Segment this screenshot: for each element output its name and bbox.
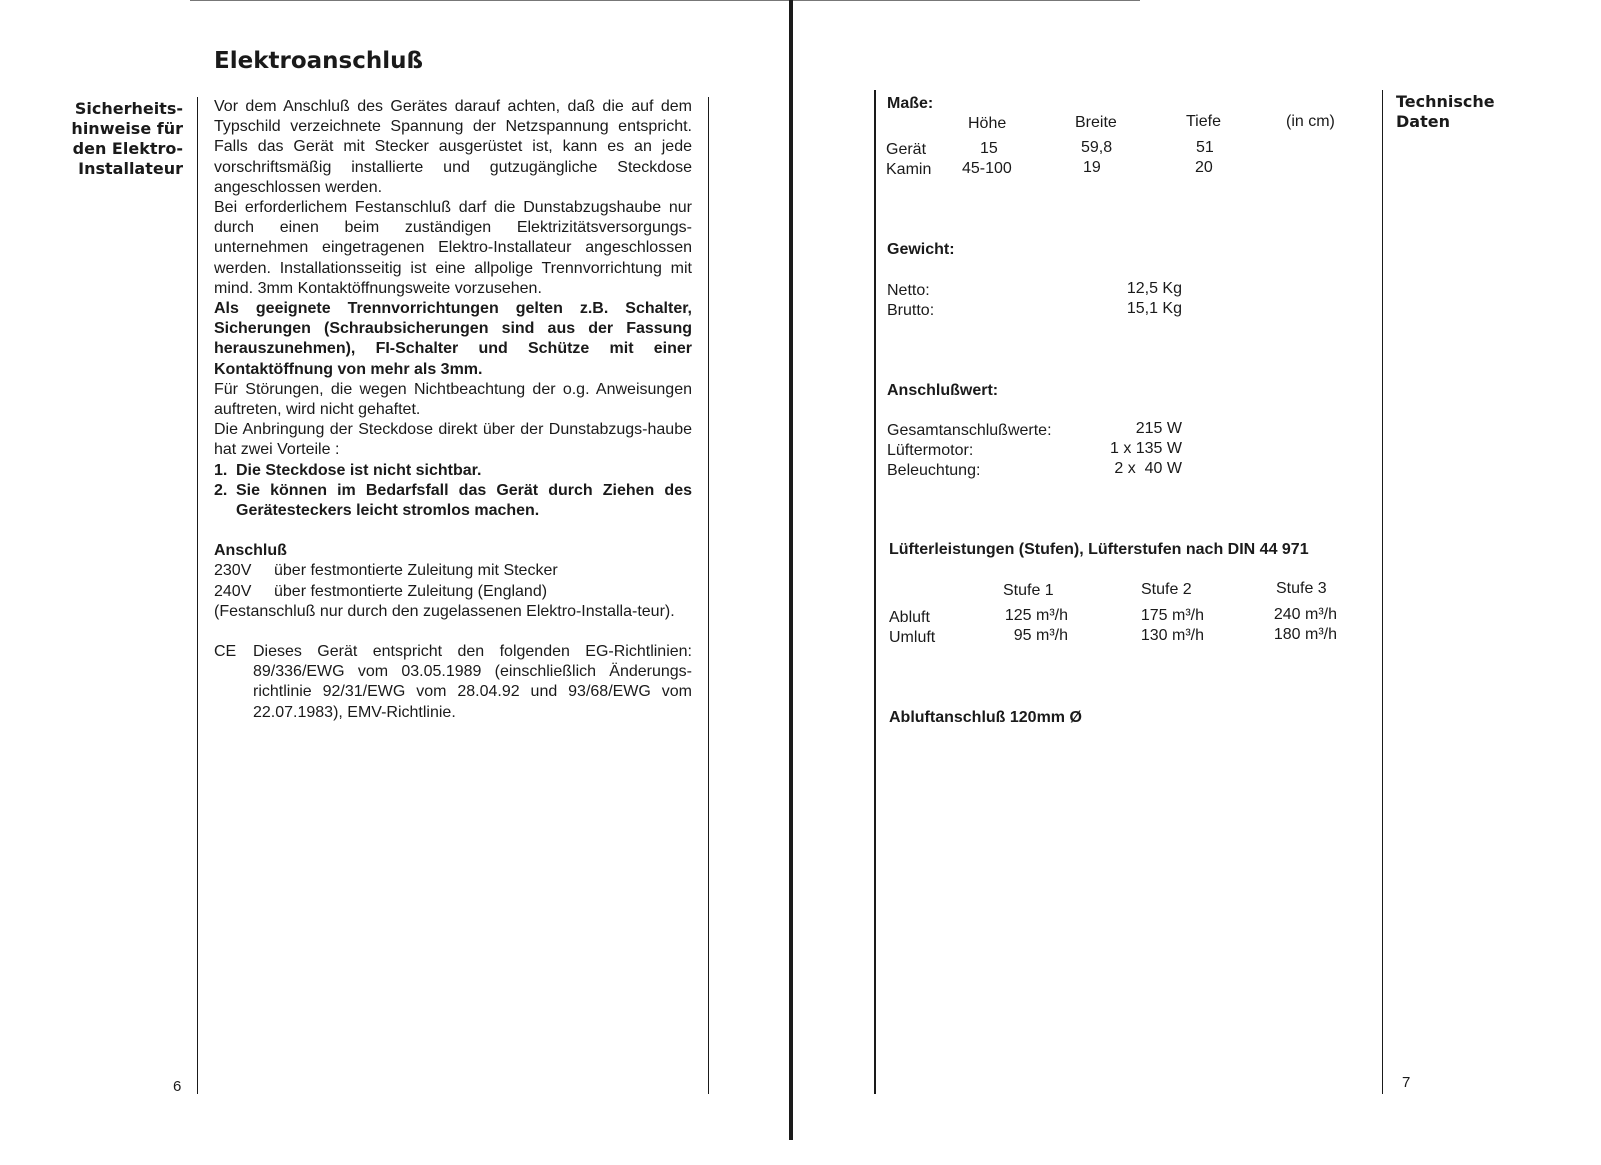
left-body — [214, 97, 692, 723]
anschlusswert-value: 215 W — [1135, 420, 1182, 437]
advantage-number: 1. — [214, 461, 228, 479]
anschluss-voltage: 240V — [214, 582, 252, 600]
luefter-cell: 125 m³/h — [1004, 607, 1068, 624]
top-rule — [190, 0, 1140, 1]
anschluss-text: über festmontierte Zuleitung (England) — [274, 582, 548, 600]
anschluss-row — [214, 561, 692, 581]
right-side-divider — [1382, 90, 1383, 1094]
luefter-cell: 130 m³/h — [1140, 627, 1204, 644]
left-side-heading — [40, 99, 183, 179]
masse-cell: 59,8 — [1081, 139, 1113, 156]
masse-cell: 19 — [1083, 159, 1101, 176]
masse-heading: Maße: — [887, 95, 934, 112]
book-spine — [789, 0, 793, 1140]
paragraph-disconnect-devices: Als geeignete Trennvorrichtungen gelten z.B. Schalter, Sicherungen (Schraubsicherungen sind aus der Fassung herauszunehmen), FI-Schalter und Schütze mit einer Kontaktöffnung von mehr als 3mm. — [214, 300, 692, 378]
left-side-heading-line: Installateur — [78, 159, 183, 178]
luefter-cell: 95 m³/h — [1013, 627, 1068, 644]
gewicht-value: 12,5 Kg — [1126, 280, 1182, 297]
anschlusswert-label: Beleuchtung: — [887, 462, 981, 479]
ce-declaration — [214, 642, 692, 723]
anschlusswert-heading: Anschlußwert: — [887, 382, 999, 399]
masse-column-header: Breite — [1075, 114, 1117, 131]
anschluss-note: (Festanschluß nur durch den zugelassenen Elektro-Installa-teur). — [214, 602, 675, 620]
page-title: Elektroanschluß — [214, 48, 424, 74]
ce-mark: CE — [214, 643, 237, 661]
luefter-heading: Lüfterleistungen (Stufen), Lüfterstufen nach DIN 44 971 — [889, 541, 1309, 558]
masse-row-label: Gerät — [886, 141, 927, 158]
masse-cell: 51 — [1196, 139, 1214, 156]
anschlusswert-label: Gesamtanschlußwerte: — [887, 422, 1052, 439]
luefter-row-label: Umluft — [889, 629, 936, 646]
advantage-item — [214, 481, 692, 521]
anschluss-heading: Anschluß — [214, 542, 287, 560]
anschluss-row — [214, 582, 692, 602]
paragraph-fixed-connection: Bei erforderlichem Festanschluß darf die Dunstabzugshaube nur durch einen beim zuständigen Elektrizitätsversorgungs-unternehmen eingetragenen Elektro-Installateur angeschlossen werden. Installationsseitig ist eine allpolige Trennvorrichtung mit mind. 3mm Kontaktöffnungsweite vorzusehen. — [214, 199, 692, 297]
luefter-row-label: Abluft — [889, 609, 930, 626]
left-side-divider — [197, 97, 198, 1094]
left-page-number: 6 — [173, 1078, 182, 1095]
gewicht-label: Netto: — [887, 282, 930, 299]
left-side-heading-line: den Elektro- — [72, 139, 183, 158]
advantage-text: Sie können im Bedarfsfall das Gerät durch Ziehen des Gerätesteckers leicht stromlos machen. — [236, 481, 692, 520]
left-side-heading-line: Sicherheits- — [74, 99, 183, 118]
advantage-item — [214, 461, 692, 481]
masse-column-header: (in cm) — [1286, 113, 1335, 130]
left-side-heading-line: hinweise für — [71, 119, 183, 138]
advantage-text: Die Steckdose ist nicht sichtbar. — [236, 461, 482, 479]
right-side-heading-line: Technische — [1396, 92, 1495, 111]
paragraph-socket-placement: Die Anbringung der Steckdose direkt über der Dunstabzugs-haube hat zwei Vorteile : — [214, 421, 692, 459]
advantage-number: 2. — [214, 481, 228, 499]
luefter-column-header: Stufe 3 — [1276, 580, 1327, 597]
luefter-cell: 175 m³/h — [1140, 607, 1204, 624]
right-page-number: 7 — [1402, 1074, 1411, 1091]
masse-column-header: Höhe — [968, 115, 1007, 132]
luefter-cell: 180 m³/h — [1273, 626, 1337, 643]
gewicht-heading: Gewicht: — [887, 241, 955, 258]
anschluss-voltage: 230V — [214, 562, 252, 580]
masse-column-header: Tiefe — [1186, 113, 1221, 130]
abluftanschluss: Abluftanschluß 120mm Ø — [889, 709, 1082, 726]
masse-cell: 45-100 — [962, 160, 1012, 177]
right-body-divider — [874, 90, 876, 1094]
masse-cell: 20 — [1195, 159, 1213, 176]
anschlusswert-value: 2 x 40 W — [1114, 460, 1182, 477]
gewicht-label: Brutto: — [887, 302, 935, 319]
anschlusswert-value: 1 x 135 W — [1109, 440, 1182, 457]
ce-text: Dieses Gerät entspricht den folgenden EG-Richtlinien: 89/336/EWG vom 03.05.1989 (einschließlich Änderungs-richtlinie 92/31/EWG vom 28.04.92 und 93/68/EWG vom 22.07.1983), EMV-Richtlinie. — [253, 643, 692, 721]
luefter-column-header: Stufe 1 — [1003, 582, 1054, 599]
luefter-column-header: Stufe 2 — [1141, 581, 1192, 598]
paragraph-connection-check: Vor dem Anschluß des Gerätes darauf achten, daß die auf dem Typschild verzeichnete Spannung der Netzspannung entspricht. Falls das Gerät mit Stecker ausgerüstet ist, kann es an jede vorschriftsmäßig installierte und gutzugängliche Steckdose angeschlossen werden. — [214, 98, 692, 196]
luefter-cell: 240 m³/h — [1273, 606, 1337, 623]
anschlusswert-label: Lüftermotor: — [887, 442, 974, 459]
left-body-divider — [708, 97, 709, 1094]
masse-cell: 15 — [980, 140, 998, 157]
anschluss-text: über festmontierte Zuleitung mit Stecker — [274, 562, 558, 580]
paragraph-liability: Für Störungen, die wegen Nichtbeachtung der o.g. Anweisungen auftreten, wird nicht gehaftet. — [214, 380, 692, 419]
right-side-heading — [1396, 92, 1495, 132]
masse-row-label: Kamin — [886, 161, 932, 178]
gewicht-value: 15,1 Kg — [1126, 300, 1182, 317]
right-side-heading-line: Daten — [1396, 112, 1450, 131]
